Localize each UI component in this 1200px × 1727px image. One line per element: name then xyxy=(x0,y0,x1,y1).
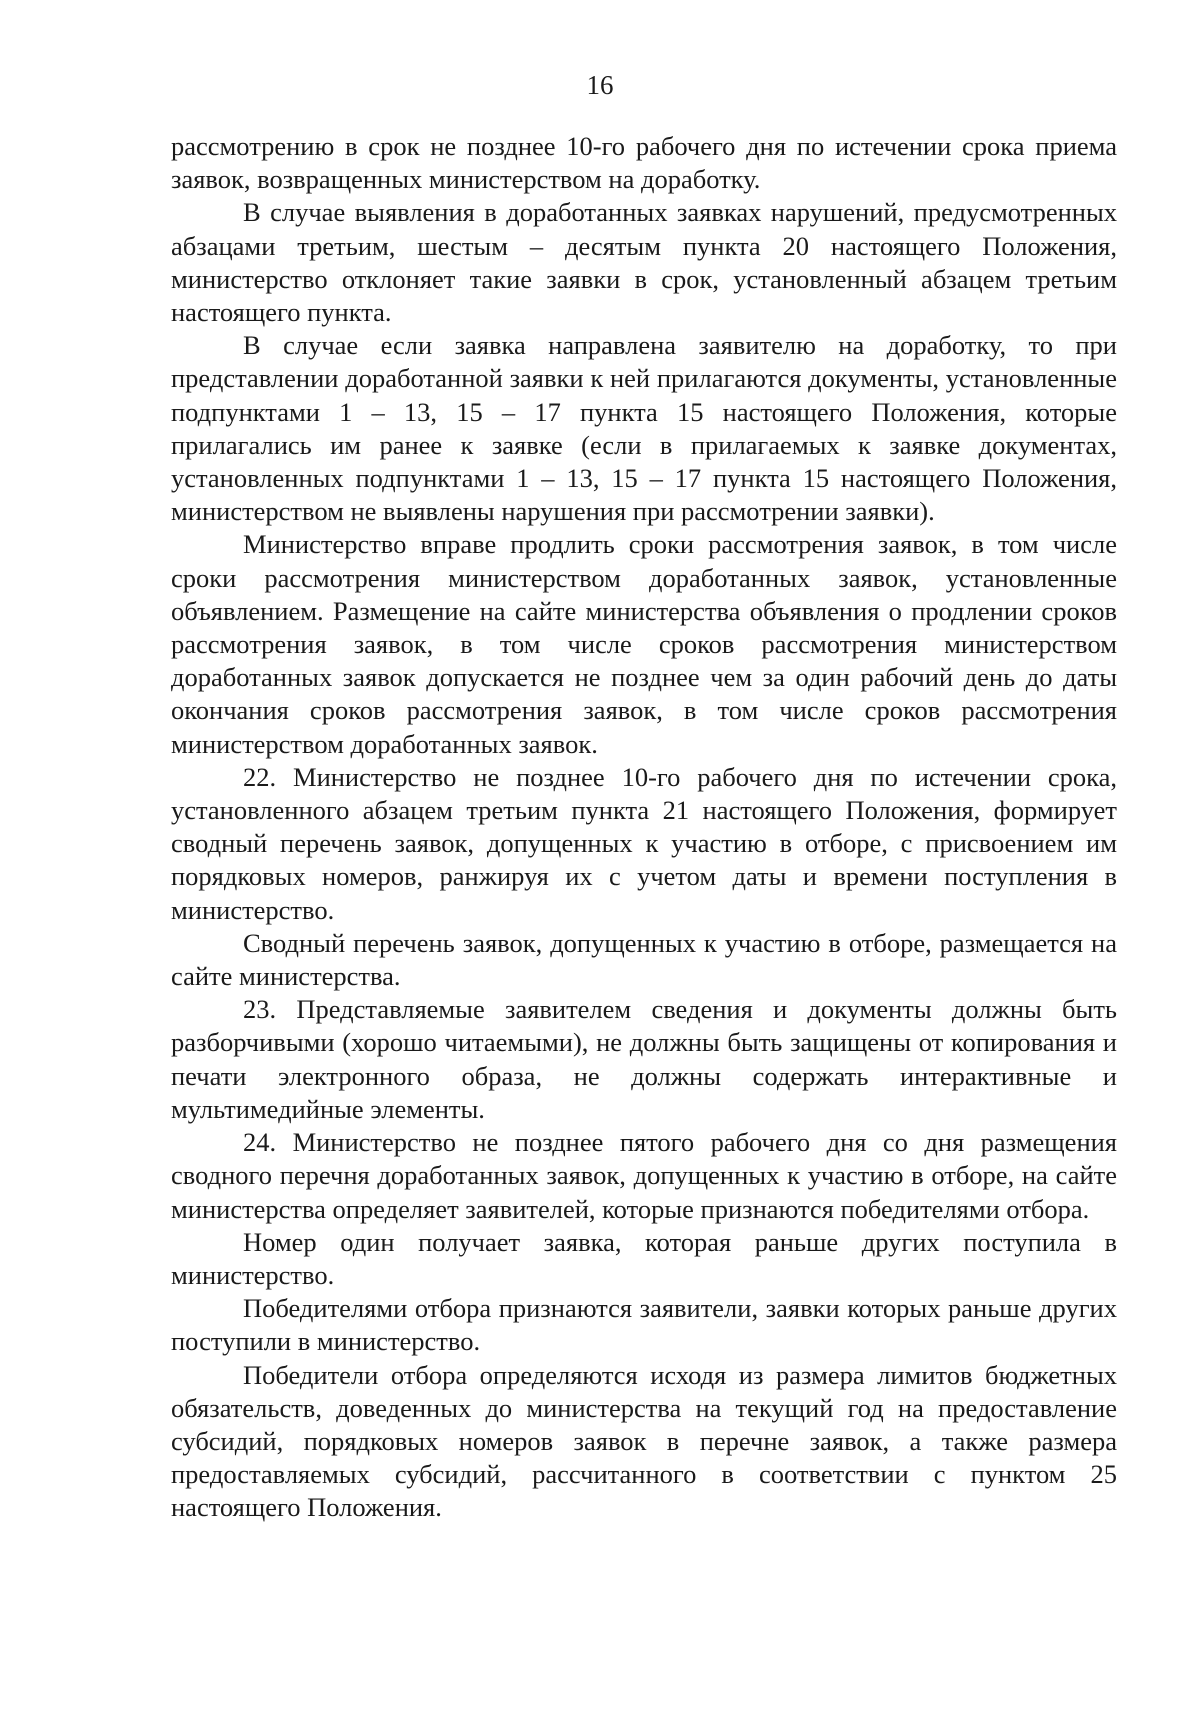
paragraph-item-22: 22. Министерство не позднее 10-го рабочего дня по истечении срока, установленного абзацем третьим пункта 21 настоящего Положения, формирует сводный перечень заявок, допущенных к участию в отборе, с присвоением им порядковых номеров, ранжируя их с учетом даты и времени поступления в министерство. xyxy=(171,761,1117,925)
paragraph: Победителями отбора признаются заявители, заявки которых раньше других поступили в министерство. xyxy=(171,1293,1117,1357)
document-body xyxy=(171,130,1117,1525)
paragraph-item-23: 23. Представляемые заявителем сведения и документы должны быть разборчивыми (хорошо читаемыми), не должны быть защищены от копирования и печати электронного образа, не должны содержать интерактивные и мультимедийные элементы. xyxy=(171,994,1117,1124)
paragraph: Министерство вправе продлить сроки рассмотрения заявок, в том числе сроки рассмотрения министерством доработанных заявок, установленные объявлением. Размещение на сайте министерства объявления о продлении сроков рассмотрения заявок, в том числе сроков рассмотрения министерством доработанных заявок допускается не позднее чем за один рабочий день до даты окончания сроков рассмотрения заявок, в том числе сроков рассмотрения министерством доработанных заявок. xyxy=(171,529,1117,759)
paragraph: Сводный перечень заявок, допущенных к участию в отборе, размещается на сайте министерства. xyxy=(171,927,1117,992)
paragraph: В случае выявления в доработанных заявках нарушений, предусмотренных абзацами третьим, шестым – десятым пункта 20 настоящего Положения, министерство отклоняет такие заявки в срок, установленный абзацем третьим настоящего пункта. xyxy=(171,197,1117,328)
paragraph-item-24: 24. Министерство не позднее пятого рабочего дня со дня размещения сводного перечня доработанных заявок, допущенных к участию в отборе, на сайте министерства определяет заявителей, которые признаются победителями отбора. xyxy=(171,1127,1117,1224)
paragraph-continuation: рассмотрению в срок не позднее 10-го рабочего дня по истечении срока приема заявок, возвращенных министерством на доработку. xyxy=(171,131,1117,195)
paragraph: В случае если заявка направлена заявителю на доработку, то при представлении доработанной заявки к ней прилагаются документы, установленные подпунктами 1 – 13, 15 – 17 пункта 15 настоящего Положения, которые прилагались им ранее к заявке (если в прилагаемых к заявке документах, установленных подпунктами 1 – 13, 15 – 17 пункта 15 настоящего Положения, министерством не выявлены нарушения при рассмотрении заявки). xyxy=(171,330,1117,527)
paragraph: Победители отбора определяются исходя из размера лимитов бюджетных обязательств, доведенных до министерства на текущий год на предоставление субсидий, порядковых номеров заявок в перечне заявок, а также размера предоставляемых субсидий, рассчитанного в соответствии с пунктом 25 настоящего Положения. xyxy=(171,1359,1117,1523)
page-number: 16 xyxy=(586,70,614,100)
paragraph: Номер один получает заявка, которая раньше других поступила в министерство. xyxy=(171,1226,1117,1290)
